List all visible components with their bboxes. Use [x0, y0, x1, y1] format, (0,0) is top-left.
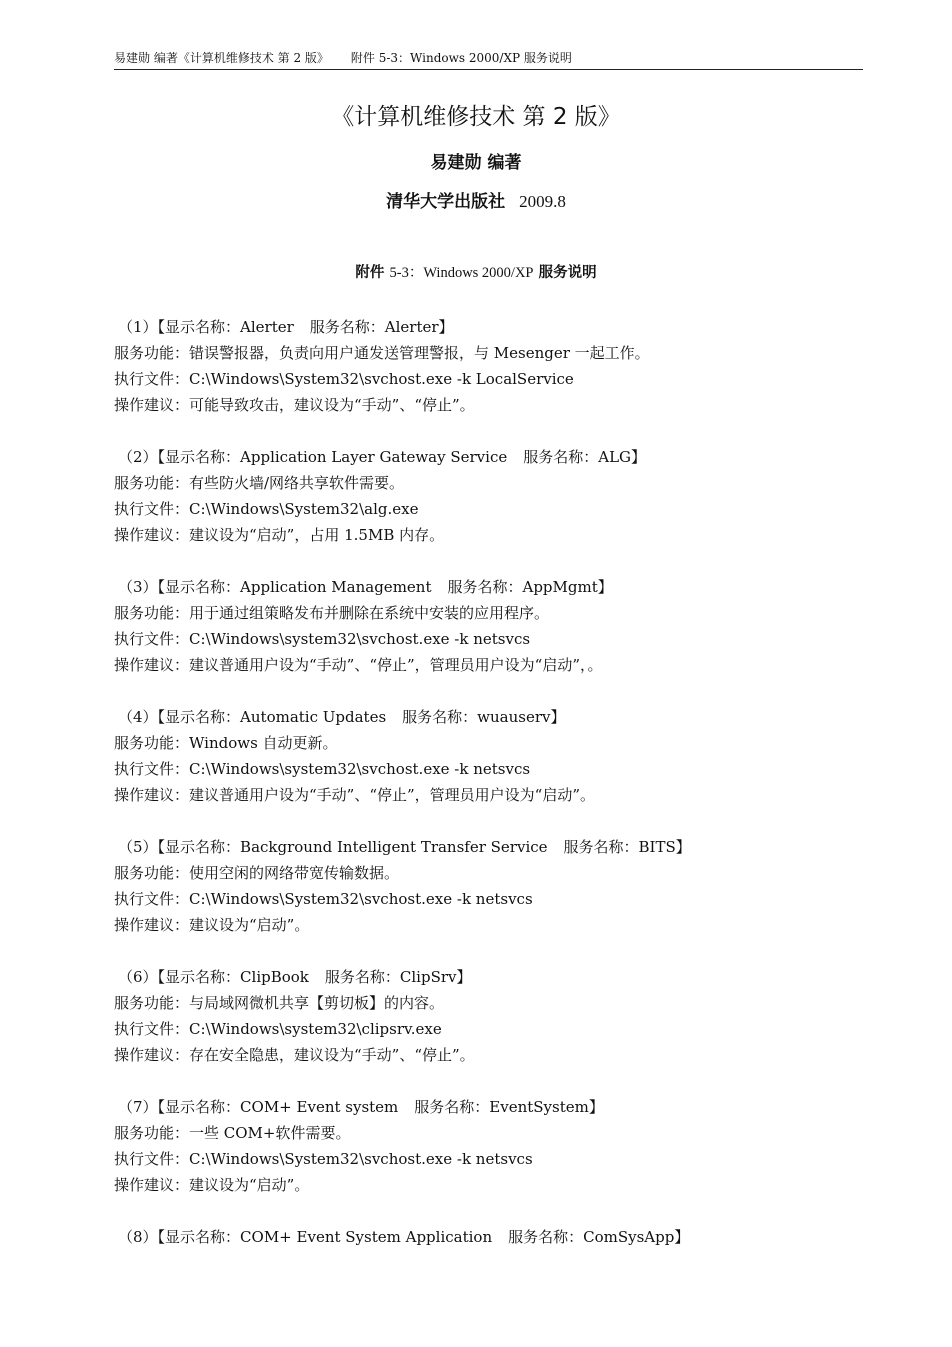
publisher-name: 清华大学出版社: [386, 192, 506, 212]
service-entry: [114, 314, 874, 418]
service-entry-title: [114, 704, 874, 730]
service-function: 服务功能：与局域网微机共享【剪切板】的内容。: [114, 994, 445, 1012]
service-function: 服务功能：Windows 自动更新。: [114, 734, 338, 752]
appendix-heading: [0, 262, 952, 284]
service-file: 执行文件：C:\Windows\System32\svchost.exe -k netsvcs: [114, 890, 533, 908]
service-name: 服务名称：EventSystem】: [414, 1098, 604, 1116]
service-entry: [114, 574, 874, 678]
service-entry-title: [114, 964, 874, 990]
appendix-suffix: 服务说明: [538, 265, 597, 281]
service-advice: 操作建议：存在安全隐患，建议设为“手动”、“停止”。: [114, 1046, 475, 1064]
service-name: 服务名称：ComSysApp】: [508, 1228, 690, 1246]
service-file: 执行文件：C:\Windows\system32\svchost.exe -k netsvcs: [114, 760, 531, 778]
page-header: [114, 50, 863, 70]
service-advice: 操作建议：建议设为“启动”，占用 1.5MB 内存。: [114, 526, 445, 544]
display-name: （8）【显示名称：COM+ Event System Application: [118, 1228, 493, 1246]
service-advice: 操作建议：建议普通用户设为“手动”、“停止”，管理员用户设为“启动”。: [114, 786, 596, 804]
service-advice: 操作建议：可能导致攻击，建议设为“手动”、“停止”。: [114, 396, 475, 414]
service-entry-title: [114, 834, 874, 860]
display-name: （3）【显示名称：Application Management: [118, 578, 432, 596]
service-entry: [114, 834, 874, 938]
service-entry: [114, 1094, 874, 1198]
service-file: 执行文件：C:\Windows\System32\alg.exe: [114, 500, 419, 518]
service-entry-title: [114, 314, 874, 340]
service-file: 执行文件：C:\Windows\system32\svchost.exe -k netsvcs: [114, 630, 531, 648]
service-entry-title: [114, 1224, 874, 1250]
service-file: 执行文件：C:\Windows\System32\svchost.exe -k netsvcs: [114, 1150, 533, 1168]
book-publisher: [0, 190, 952, 214]
service-name: 服务名称：Alerter】: [309, 318, 454, 336]
display-name: （6）【显示名称：ClipBook: [118, 968, 309, 986]
service-name: 服务名称：AppMgmt】: [447, 578, 613, 596]
service-entry-title: [114, 574, 874, 600]
display-name: （2）【显示名称：Application Layer Gateway Service: [118, 448, 508, 466]
service-advice: 操作建议：建议设为“启动”。: [114, 1176, 310, 1194]
service-function: 服务功能：错误警报器，负责向用户通发送管理警报，与 Mesenger 一起工作。: [114, 344, 650, 362]
service-entry: [114, 964, 874, 1068]
display-name: （7）【显示名称：COM+ Event system: [118, 1098, 399, 1116]
service-name: 服务名称：ALG】: [523, 448, 647, 466]
service-function: 服务功能：用于通过组策略发布并删除在系统中安装的应用程序。: [114, 604, 550, 622]
service-entry-title: [114, 1094, 874, 1120]
service-entry: [114, 704, 874, 808]
appendix-id: 5-3：Windows 2000/XP: [389, 265, 534, 281]
service-entry-title: [114, 444, 874, 470]
publish-date: 2009.8: [519, 192, 566, 211]
service-function: 服务功能：有些防火墙/网络共享软件需要。: [114, 474, 405, 492]
service-name: 服务名称：ClipSrv】: [324, 968, 472, 986]
service-function: 服务功能：使用空闲的网络带宽传输数据。: [114, 864, 400, 882]
service-entry: [114, 444, 874, 548]
header-appendix-info: 附件 5-3：Windows 2000/XP 服务说明: [350, 51, 572, 65]
service-list: [114, 314, 874, 1276]
service-function: 服务功能：一些 COM+软件需要。: [114, 1124, 351, 1142]
service-advice: 操作建议：建议设为“启动”。: [114, 916, 310, 934]
service-file: 执行文件：C:\Windows\system32\clipsrv.exe: [114, 1020, 442, 1038]
display-name: （1）【显示名称：Alerter: [118, 318, 294, 336]
appendix-label: 附件: [355, 265, 385, 281]
book-author: 易建勋 编著: [430, 153, 522, 173]
service-entry: [114, 1224, 874, 1250]
book-title: 《计算机维修技术 第 2 版》: [331, 104, 621, 130]
service-advice: 操作建议：建议普通用户设为“手动”、“停止”，管理员用户设为“启动”，。: [114, 656, 603, 674]
display-name: （4）【显示名称：Automatic Updates: [118, 708, 387, 726]
service-file: 执行文件：C:\Windows\System32\svchost.exe -k LocalService: [114, 370, 574, 388]
service-name: 服务名称：BITS】: [563, 838, 691, 856]
service-name: 服务名称：wuauserv】: [402, 708, 566, 726]
display-name: （5）【显示名称：Background Intelligent Transfer Service: [118, 838, 548, 856]
header-book-info: 易建勋 编著《计算机维修技术 第 2 版》: [114, 51, 329, 65]
